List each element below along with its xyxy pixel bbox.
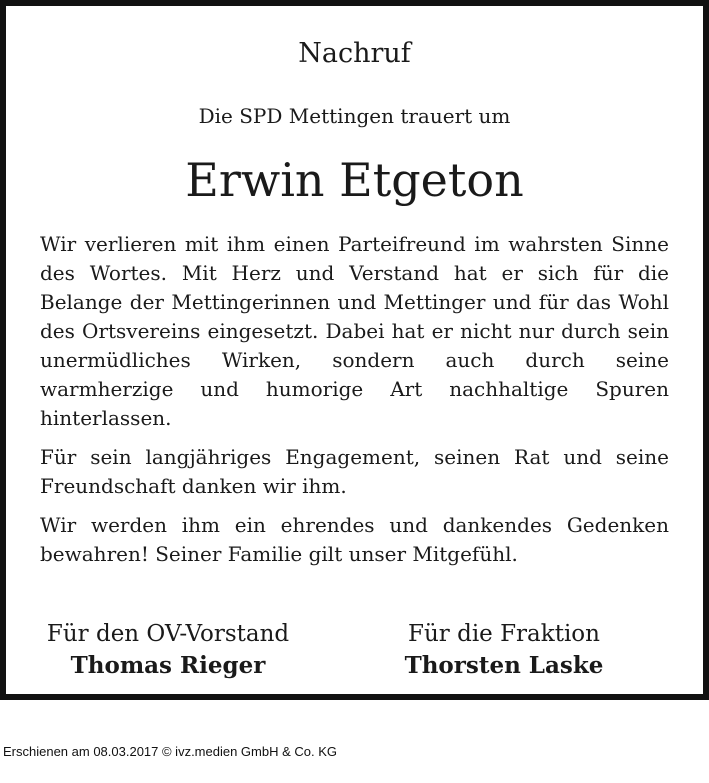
notice-title: Nachruf xyxy=(298,38,411,69)
notice-content xyxy=(40,6,669,694)
signatory-person: Thomas Rieger xyxy=(70,652,266,679)
notice-subtitle: Die SPD Mettingen trauert um xyxy=(198,104,511,128)
signatory-person: Thorsten Laske xyxy=(404,652,604,679)
body-paragraph: Für sein langjähriges Engagement, seinen Rat und seine Freundschaft danken wir ihm. xyxy=(40,445,669,498)
publication-footer: Erschienen am 08.03.2017 © ivz.medien GmbH & Co. KG xyxy=(3,744,338,759)
notice-body xyxy=(40,230,669,579)
signatory-fraktion xyxy=(354,618,654,682)
signatory-role: Für den OV-Vorstand xyxy=(46,621,290,647)
body-paragraph: Wir werden ihm ein ehrendes und dankendes Gedenken bewahren! Seiner Familie gilt unser Mitgefühl. xyxy=(40,513,669,566)
signatory-role: Für die Fraktion xyxy=(408,621,600,647)
deceased-name: Erwin Etgeton xyxy=(185,153,524,207)
signatory-ov-vorstand xyxy=(18,618,318,682)
body-paragraph: Wir verlieren mit ihm einen Parteifreund im wahrsten Sinne des Wortes. Mit Herz und Verstand hat er sich für die Belange der Mettingerinnen und Mettinger und für das Wohl des Ortsvereins eingesetzt. Dabei hat er nicht nur durch sein unermüdliches Wirken, sondern auch durch seine warmherzige und humorige Art nachhaltige Spuren hinterlassen. xyxy=(40,232,669,430)
